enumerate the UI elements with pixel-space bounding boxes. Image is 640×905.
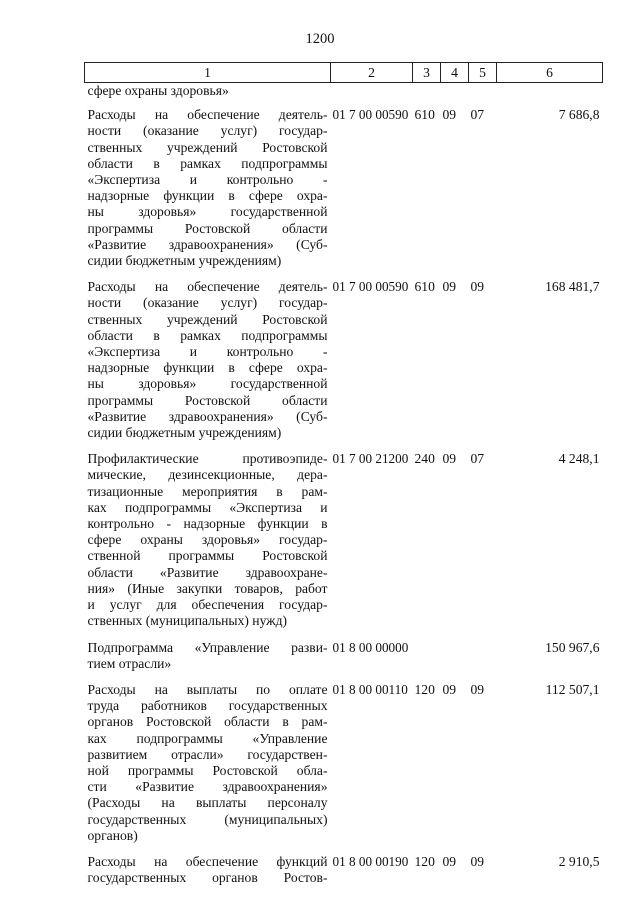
header-col-3: 3 [413, 63, 441, 83]
description-line: ния» (Иные закупки товаров, работ [87, 580, 328, 596]
row-code: 01 7 00 21200 [332, 451, 409, 467]
budget-table [84, 62, 603, 896]
description-line: программы Ростовской области [87, 220, 328, 236]
description-line: труда работников государственных [87, 698, 328, 714]
header-col-1: 1 [85, 63, 331, 83]
description-line: тизационные мероприятия в рам- [87, 483, 328, 499]
row-description [85, 854, 331, 896]
description-line: области в рамках подпрограммы [87, 327, 328, 343]
row-rz: 09 [442, 279, 457, 295]
description-line: Подпрограмма «Управление разви- [87, 639, 328, 655]
row-rz [441, 640, 469, 682]
description-line: ной программы Ростовской обла- [87, 762, 328, 778]
table-header-row [85, 63, 603, 83]
description-line: Профилактические противоэпиде- [87, 451, 328, 467]
description-line: ственных учреждений Ростовской [87, 311, 328, 327]
row-pr: 09 [470, 853, 485, 869]
row-code: 01 8 00 00000 [332, 639, 409, 655]
description-line: «Экспертиза и контрольно - [87, 172, 328, 188]
description-line: и услуг для обеспечения государ- [87, 597, 328, 613]
row-description [85, 107, 331, 279]
description-line: Расходы на выплаты по оплате [87, 681, 328, 697]
description-line: государственных органов Ростов- [87, 870, 328, 886]
row-rz: 09 [442, 107, 457, 123]
description-line: сти «Развитие здравоохранения» [87, 779, 328, 795]
description-line: области в рамках подпрограммы [87, 155, 328, 171]
description-line: органов Ростовской области в рам- [87, 714, 328, 730]
description-line: ственных учреждений Ростовской [87, 139, 328, 155]
description-line: тием отрасли» [87, 655, 172, 671]
description-line: ности (оказание услуг) государ- [87, 123, 328, 139]
description-line: ности (оказание услуг) государ- [87, 295, 328, 311]
description-line: ны здоровья» государственной [87, 376, 328, 392]
header-col-5: 5 [469, 63, 497, 83]
row-code: 01 7 00 00590 [332, 279, 409, 295]
row-pr [469, 640, 497, 682]
description-line: программы Ростовской области [87, 392, 328, 408]
row-rz: 09 [442, 853, 457, 869]
description-line: (Расходы на выплаты персоналу [87, 795, 328, 811]
row-rz: 09 [442, 681, 457, 697]
description-line: области «Развитие здравоохране- [87, 564, 328, 580]
description-line: ны здоровья» государственной [87, 204, 328, 220]
header-col-6: 6 [497, 63, 603, 83]
row-description [85, 279, 331, 451]
row-sum: 112 507,1 [545, 681, 600, 697]
row-description [85, 451, 331, 639]
row-vr: 610 [414, 279, 435, 295]
description-line: Расходы на обеспечение функций [87, 853, 328, 869]
description-line: ственных (муниципальных) нужд) [87, 613, 288, 629]
description-line: «Развитие здравоохранения» (Суб- [87, 408, 328, 424]
description-line: мические, дезинсекционные, дера- [87, 467, 328, 483]
description-line: сфере охраны здоровья» [87, 83, 229, 98]
description-line: сфере охраны здоровья» государ- [87, 532, 328, 548]
description-line: сидии бюджетным учреждениям) [87, 425, 282, 441]
description-line: надзорные функции в сфере охра- [87, 188, 328, 204]
table-row [85, 682, 603, 854]
description-line: ках подпрограммы «Управление [87, 730, 328, 746]
table-row [85, 451, 603, 639]
row-pr: 07 [470, 451, 485, 467]
row-vr: 120 [414, 681, 435, 697]
description-line: Расходы на обеспечение деятель- [87, 279, 328, 295]
row-pr: 07 [470, 107, 485, 123]
description-line: сидии бюджетным учреждениям) [87, 253, 282, 269]
row-vr: 610 [414, 107, 435, 123]
description-line: «Развитие здравоохранения» (Суб- [87, 236, 328, 252]
row-code: 01 8 00 00190 [332, 853, 409, 869]
row-pr: 09 [470, 681, 485, 697]
row-description [85, 640, 331, 682]
description-line: надзорные функции в сфере охра- [87, 360, 328, 376]
row-description [85, 83, 331, 108]
page-number: 1200 [305, 31, 335, 47]
row-rz: 09 [442, 451, 457, 467]
row-sum: 4 248,1 [558, 451, 600, 467]
table-row [85, 640, 603, 682]
description-line: Расходы на обеспечение деятель- [87, 107, 328, 123]
description-line: развитием отрасли» государствен- [87, 746, 328, 762]
header-col-2: 2 [331, 63, 413, 83]
table-row [85, 854, 603, 896]
header-col-4: 4 [441, 63, 469, 83]
description-line: ственной программы Ростовской [87, 548, 328, 564]
row-sum: 7 686,8 [558, 107, 600, 123]
description-line: органов) [87, 827, 138, 843]
table-row [85, 107, 603, 279]
description-line: ках подпрограммы «Экспертиза и [87, 499, 328, 515]
table-row-continuation [85, 83, 603, 108]
row-description [85, 682, 331, 854]
description-line: государственных (муниципальных) [87, 811, 328, 827]
row-vr: 120 [414, 853, 435, 869]
row-sum: 168 481,7 [545, 279, 600, 295]
row-pr: 09 [470, 279, 485, 295]
row-sum: 2 910,5 [558, 853, 600, 869]
row-sum: 150 967,6 [545, 639, 600, 655]
row-vr [413, 640, 441, 682]
description-line: контрольно - надзорные функции в [87, 516, 328, 532]
description-line: «Экспертиза и контрольно - [87, 344, 328, 360]
row-vr: 240 [414, 451, 435, 467]
row-code: 01 8 00 00110 [332, 681, 408, 697]
row-code: 01 7 00 00590 [332, 107, 409, 123]
table-row [85, 279, 603, 451]
